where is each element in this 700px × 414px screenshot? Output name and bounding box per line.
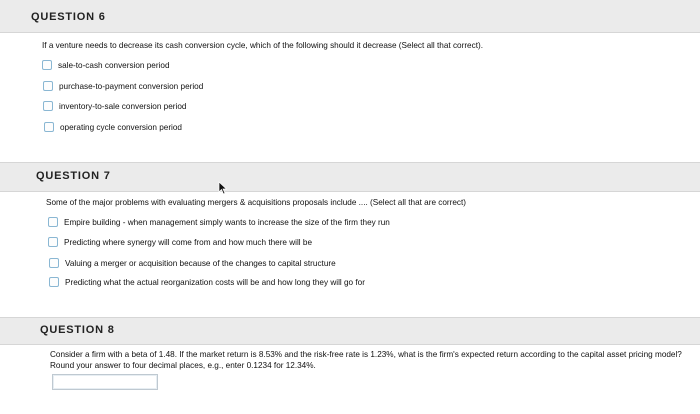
q6-option-2[interactable] <box>43 81 203 91</box>
q7-option-4-checkbox[interactable] <box>49 277 59 287</box>
q6-option-1-label: sale-to-cash conversion period <box>58 60 170 70</box>
q6-option-4-label: operating cycle conversion period <box>60 122 182 132</box>
q7-option-4[interactable] <box>49 277 365 287</box>
q7-option-2-label: Predicting where synergy will come from and how much there will be <box>64 237 313 247</box>
q6-option-2-checkbox[interactable] <box>43 81 53 91</box>
question-7-title: QUESTION 7 <box>36 170 111 182</box>
question-6-prompt: If a venture needs to decrease its cash conversion cycle, which of the following should it decrease (Select all that correct). <box>42 41 483 50</box>
q7-option-1-checkbox[interactable] <box>48 217 58 227</box>
mouse-cursor-icon <box>218 181 228 195</box>
q6-option-3-checkbox[interactable] <box>43 101 53 111</box>
q6-option-1-checkbox[interactable] <box>42 60 52 70</box>
q6-option-2-label: purchase-to-payment conversion period <box>59 81 204 91</box>
q8-answer-input[interactable] <box>52 374 158 390</box>
q6-option-1[interactable] <box>42 60 170 70</box>
q7-option-2[interactable] <box>48 237 312 247</box>
q7-option-3-checkbox[interactable] <box>49 258 59 268</box>
q7-option-3-label: Valuing a merger or acquisition because of the changes to capital structure <box>65 258 336 268</box>
question-8-title: QUESTION 8 <box>40 324 115 336</box>
q7-option-1[interactable] <box>48 217 390 227</box>
q7-option-1-label: Empire building - when management simply wants to increase the size of the firm they run <box>64 217 390 227</box>
question-7-prompt: Some of the major problems with evaluating mergers & acquisitions proposals include .... (Select all that are correct) <box>46 198 467 207</box>
q7-option-3[interactable] <box>49 258 336 268</box>
q6-option-4[interactable] <box>44 122 182 132</box>
q6-option-3[interactable] <box>43 101 186 111</box>
q7-option-4-label: Predicting what the actual reorganization costs will be and how long they will go for <box>65 277 365 287</box>
q6-option-4-checkbox[interactable] <box>44 122 54 132</box>
q6-option-3-label: inventory-to-sale conversion period <box>59 101 187 111</box>
q7-option-2-checkbox[interactable] <box>48 237 58 247</box>
question-6-title: QUESTION 6 <box>31 11 106 23</box>
question-8-prompt: Consider a firm with a beta of 1.48. If the market return is 8.53% and the risk-free rate is 1.23%, what is the firm's expected return according to the capital asset pricing model? Round your answer to four decimal places, e.g., enter 0.1234 for 12.34%. <box>50 350 682 370</box>
